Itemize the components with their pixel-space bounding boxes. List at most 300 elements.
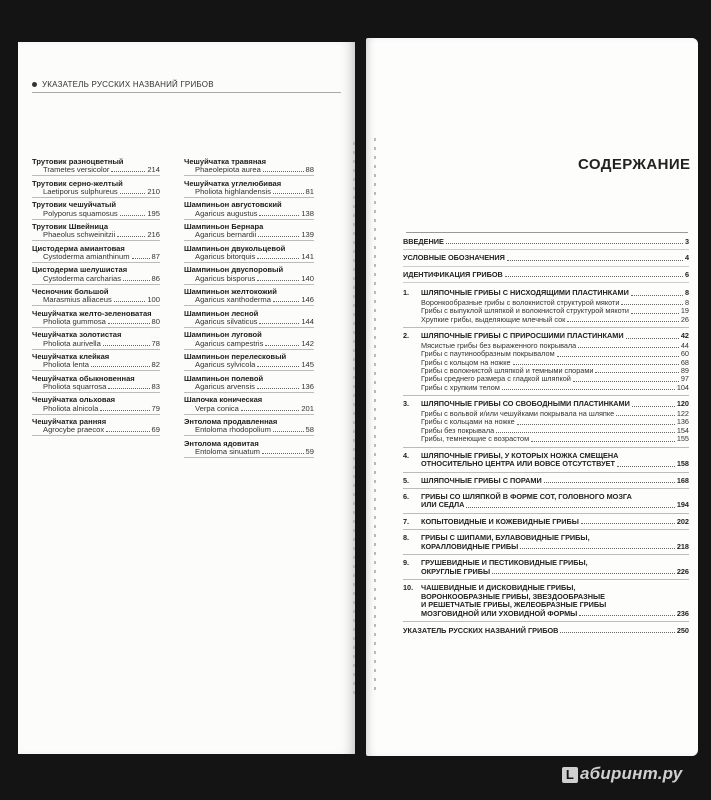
chapter-body — [421, 584, 689, 618]
entry-separator — [32, 327, 160, 328]
chapter-title-line-title: ШЛЯПОЧНЫЕ ГРИБЫ С ПОРАМИ — [421, 475, 542, 485]
russian-name: Чешуйчатка золотистая — [32, 330, 122, 340]
index-entry — [32, 201, 160, 219]
russian-name: Трутовик чешуйчатый — [32, 200, 117, 210]
chapter-body — [421, 493, 689, 510]
latin-name: Pholiota alnicola — [43, 403, 99, 413]
latin-name-row — [32, 296, 160, 304]
entry-separator — [32, 435, 160, 436]
entry-separator — [184, 435, 314, 436]
chapter-row — [403, 452, 689, 469]
page-number: 80 — [151, 316, 160, 326]
dot-leader — [241, 405, 299, 411]
toc-item-title: ИДЕНТИФИКАЦИЯ ГРИБОВ — [403, 269, 503, 279]
index-entry — [32, 158, 160, 176]
entry-separator — [32, 370, 160, 371]
index-entry — [184, 440, 314, 458]
chapter-body — [421, 452, 689, 469]
index-entry — [32, 223, 160, 241]
toc-rule — [406, 232, 688, 233]
dot-leader — [631, 313, 679, 314]
dot-leader — [505, 276, 683, 277]
chapter-title-line-page: 202 — [676, 516, 689, 526]
latin-name-row — [32, 231, 160, 239]
index-entry — [184, 375, 314, 393]
watermark-text: абиринт.ру — [580, 764, 683, 783]
chapter-row — [403, 477, 689, 485]
dot-leader — [446, 243, 683, 244]
chapter-title-line: ЧАШЕВИДНЫЕ И ДИСКОВИДНЫЕ ГРИБЫ, — [421, 583, 576, 593]
latin-name-row — [184, 166, 314, 174]
chapter-title-line-title: ОТНОСИТЕЛЬНО ЦЕНТРА ИЛИ ВОВСЕ ОТСУТСТВУЕТ — [421, 459, 615, 469]
latin-name-row — [184, 383, 314, 391]
chapter-title-line — [421, 501, 689, 509]
toc-item — [403, 237, 689, 250]
entry-separator — [184, 349, 314, 350]
page-number: 58 — [305, 425, 314, 435]
latin-name: Phaeolus schweinitzii — [43, 230, 116, 240]
russian-name: Шапочка коническая — [184, 395, 263, 405]
toc-index-item-page: 250 — [676, 625, 689, 635]
subsection-title: Грибы, темнеющие с возрастом — [421, 434, 530, 444]
latin-name: Trametes versicolor — [43, 165, 110, 175]
dot-leader — [573, 381, 679, 382]
chapter-body — [421, 518, 689, 526]
chapter-title-line — [421, 460, 689, 468]
latin-name-row — [32, 253, 160, 261]
russian-name: Шампиньон Бернара — [184, 222, 264, 232]
russian-name: Шампиньон полевой — [184, 373, 264, 383]
chapter-title-line: ГРУШЕВИДНЫЕ И ПЕСТИКОВИДНЫЕ ГРИБЫ, — [421, 558, 588, 568]
russian-name: Шампиньон двукольцевой — [184, 243, 286, 253]
index-entry — [184, 223, 314, 241]
latin-name: Agaricus campestris — [195, 338, 264, 348]
latin-name: Cystoderma carcharias — [43, 273, 122, 283]
page-number: 86 — [151, 273, 160, 283]
dot-leader — [567, 321, 679, 322]
left-page — [18, 42, 355, 754]
latin-name: Laetiporus sulphureus — [43, 186, 118, 196]
index-entry — [32, 396, 160, 414]
subsection-list — [421, 298, 689, 324]
chapter-body — [421, 332, 689, 392]
dot-leader — [103, 340, 150, 346]
chapter-title-line-title: КОПЫТОВИДНЫЕ И КОЖЕВИДНЫЕ ГРИБЫ — [421, 516, 579, 526]
entry-separator — [184, 305, 314, 306]
dot-leader — [544, 482, 675, 483]
chapter-title-line — [421, 332, 689, 340]
running-header-text: УКАЗАТЕЛЬ РУССКИХ НАЗВАНИЙ ГРИБОВ — [42, 80, 214, 89]
dot-leader — [492, 573, 675, 574]
chapter-title-line — [421, 518, 689, 526]
chapter-title-line: ГРИБЫ С ШИПАМИ, БУЛАВОВИДНЫЕ ГРИБЫ, — [421, 533, 590, 543]
dot-leader — [557, 356, 679, 357]
dot-leader — [507, 260, 683, 261]
dot-leader — [632, 406, 675, 407]
dot-leader — [631, 295, 683, 296]
entry-separator — [184, 392, 314, 393]
latin-name-row — [32, 405, 160, 413]
toc-item — [403, 253, 689, 266]
entry-separator — [184, 262, 314, 263]
latin-name: Phaeolepiota aurea — [195, 165, 261, 175]
latin-name: Pholiota squarrosa — [43, 381, 107, 391]
dot-leader — [91, 361, 150, 367]
subsection-page: 155 — [676, 434, 689, 444]
latin-name-row — [184, 318, 314, 326]
dot-leader — [259, 318, 299, 324]
chapter-title-line: ГРИБЫ СО ШЛЯПКОЙ В ФОРМЕ СОТ, ГОЛОВНОГО МОЗГА — [421, 491, 632, 501]
subsection-page: 154 — [676, 425, 689, 435]
subsection — [421, 316, 689, 324]
latin-name-row — [184, 275, 314, 283]
russian-name: Чесночник большой — [32, 287, 109, 297]
page-number: 83 — [151, 381, 160, 391]
chapter-title — [421, 559, 689, 576]
chapter-body — [421, 559, 689, 576]
dot-leader — [513, 364, 679, 365]
subsection-title: Грибы без покрывала — [421, 425, 495, 435]
dot-leader — [257, 361, 299, 367]
latin-name-row — [184, 296, 314, 304]
russian-name: Шампиньон луговой — [184, 330, 262, 340]
dot-leader — [265, 340, 299, 346]
subsection-list — [421, 409, 689, 444]
entry-separator — [32, 262, 160, 263]
russian-name: Шампиньон перелесковый — [184, 352, 287, 362]
latin-name: Agrocybe praecox — [43, 425, 105, 435]
dot-leader — [621, 304, 683, 305]
toc-chapter — [403, 329, 689, 396]
chapter-title-line-title: КОРАЛЛОВИДНЫЕ ГРИБЫ — [421, 541, 519, 551]
latin-name: Marasmius alliaceus — [43, 295, 112, 305]
index-column-2 — [184, 158, 314, 461]
chapter-title-line — [421, 610, 689, 618]
index-entry — [32, 288, 160, 306]
latin-name: Entoloma sinuatum — [195, 446, 261, 456]
toc-chapter — [403, 490, 689, 514]
toc-chapter — [403, 556, 689, 580]
latin-name-row — [184, 448, 314, 456]
page-number: 139 — [301, 230, 314, 240]
dot-leader — [581, 523, 675, 524]
chapter-number: 8. — [403, 533, 410, 543]
chapter-title-line — [421, 289, 689, 297]
chapter-title-line-page: 236 — [676, 608, 689, 618]
dot-leader — [114, 296, 146, 302]
dot-leader — [273, 296, 299, 302]
dot-leader — [496, 432, 675, 433]
index-entry — [184, 201, 314, 219]
latin-name-row — [184, 253, 314, 261]
latin-name-row — [184, 426, 314, 434]
entry-separator — [184, 240, 314, 241]
entry-separator — [32, 349, 160, 350]
page-number: 87 — [151, 251, 160, 261]
chapter-title — [421, 289, 689, 297]
toc-chapter — [403, 515, 689, 530]
latin-name-row — [184, 405, 314, 413]
latin-name: Agaricus arvensis — [195, 381, 255, 391]
binding-stitches — [374, 138, 376, 696]
russian-name: Цистодерма амиантовая — [32, 243, 125, 253]
page-number: 79 — [151, 403, 160, 413]
entry-separator — [184, 175, 314, 176]
binding-stitches — [353, 142, 355, 694]
russian-name: Шампиньон желтокожий — [184, 287, 277, 297]
entry-separator — [32, 414, 160, 415]
chapter-title — [421, 400, 689, 408]
dot-leader — [520, 548, 675, 549]
dot-leader — [100, 405, 149, 411]
toc-item-page: 4 — [684, 253, 689, 263]
chapter-number: 9. — [403, 558, 410, 568]
entry-separator — [184, 219, 314, 220]
page-number: 69 — [151, 425, 160, 435]
dot-leader — [111, 166, 145, 172]
index-entry — [184, 245, 314, 263]
dot-leader — [626, 338, 679, 339]
toc-chapter — [403, 286, 689, 328]
subsection-page: 104 — [676, 382, 689, 392]
latin-name: Agaricus sylvicola — [195, 360, 256, 370]
subsection-page: 8 — [684, 297, 689, 307]
page-number: 140 — [301, 273, 314, 283]
latin-name: Pholiota highlandensis — [195, 186, 271, 196]
page-number: 138 — [301, 208, 314, 218]
russian-name: Чешуйчатка травяная — [184, 157, 267, 166]
entry-separator — [32, 219, 160, 220]
latin-name-row — [184, 188, 314, 196]
russian-name: Трутовик разноцветный — [32, 157, 124, 166]
index-entry — [184, 396, 314, 414]
index-entry — [32, 180, 160, 198]
entry-separator — [184, 327, 314, 328]
chapter-title — [421, 332, 689, 340]
subsection-title: Грибы с волокнистой шляпкой и темными спорами — [421, 365, 594, 375]
index-column-1 — [32, 158, 160, 440]
chapter-title-line: ШЛЯПОЧНЫЕ ГРИБЫ, У КОТОРЫХ НОЖКА СМЕЩЕНА — [421, 450, 619, 460]
page-number: 142 — [301, 338, 314, 348]
dot-leader — [108, 383, 149, 389]
subsection-page: 68 — [680, 357, 689, 367]
entry-separator — [32, 240, 160, 241]
toc-chapter — [403, 449, 689, 473]
page-number: 210 — [147, 186, 160, 196]
subsection — [421, 384, 689, 392]
chapter-title — [421, 477, 689, 485]
chapter-title-line — [421, 477, 689, 485]
chapter-body — [421, 400, 689, 443]
latin-name-row — [32, 166, 160, 174]
russian-name: Чешуйчатка желто-зеленоватая — [32, 308, 152, 318]
dot-leader — [123, 275, 149, 281]
entry-separator — [184, 414, 314, 415]
dot-leader — [517, 424, 675, 425]
index-entry — [184, 310, 314, 328]
chapter-body — [421, 477, 689, 485]
entry-separator — [32, 175, 160, 176]
page-number: 216 — [147, 230, 160, 240]
index-entry — [184, 158, 314, 176]
entry-separator — [184, 284, 314, 285]
chapter-title — [421, 493, 689, 510]
latin-name-row — [32, 275, 160, 283]
index-entry — [184, 266, 314, 284]
chapter-number: 10. — [403, 583, 414, 593]
chapter-row — [403, 534, 689, 551]
entry-separator — [32, 305, 160, 306]
russian-name: Чешуйчатка ольховая — [32, 395, 116, 405]
subsection-title: Хрупкие грибы, выделяющие млечный сок — [421, 314, 566, 324]
dot-leader — [117, 231, 145, 237]
chapter-row — [403, 332, 689, 392]
bullet-icon — [32, 82, 37, 87]
index-entry — [184, 331, 314, 349]
page-number: 82 — [151, 360, 160, 370]
subsection-title: Грибы с кольцом на ножке — [421, 357, 511, 367]
latin-name-row — [32, 318, 160, 326]
toc-item — [403, 270, 689, 283]
dot-leader — [257, 275, 299, 281]
russian-name: Трутовик серно-желтый — [32, 178, 123, 188]
dot-leader — [273, 426, 304, 432]
russian-name: Цистодерма шелушистая — [32, 265, 128, 275]
latin-name-row — [184, 340, 314, 348]
index-entry — [32, 310, 160, 328]
latin-name: Polyporus squamosus — [43, 208, 118, 218]
latin-name: Pholiota gummosa — [43, 316, 106, 326]
index-entry — [32, 375, 160, 393]
latin-name-row — [32, 426, 160, 434]
entry-separator — [184, 197, 314, 198]
latin-name: Agaricus silvaticus — [195, 316, 258, 326]
chapter-number: 6. — [403, 491, 410, 501]
chapter-title-line-title: ОКРУГЛЫЕ ГРИБЫ — [421, 566, 491, 576]
chapter-number: 3. — [403, 399, 410, 409]
russian-name: Энтолома ядовитая — [184, 438, 259, 448]
subsection-title: Грибы с кольцами на ножке — [421, 417, 515, 427]
chapter-title-line — [421, 543, 689, 551]
page-number: 136 — [301, 381, 314, 391]
page-number: 81 — [305, 186, 314, 196]
subsection — [421, 435, 689, 443]
running-header — [32, 80, 214, 89]
latin-name-row — [184, 231, 314, 239]
subsection-title: Грибы с паутинообразным покрывалом — [421, 349, 555, 359]
index-entry — [32, 331, 160, 349]
index-entry — [184, 180, 314, 198]
dot-leader — [579, 615, 674, 616]
latin-name-row — [32, 340, 160, 348]
labirint-logo-icon: L — [562, 767, 578, 783]
page-number: 59 — [305, 446, 314, 456]
russian-name: Чешуйчатка ранняя — [32, 417, 107, 427]
subsection-page: 44 — [680, 340, 689, 350]
chapter-title-line-title: ШЛЯПОЧНЫЕ ГРИБЫ С ПРИРОСШИМИ ПЛАСТИНКАМИ — [421, 331, 624, 341]
page-number: 144 — [301, 316, 314, 326]
toc-chapter — [403, 531, 689, 555]
toc-item-title: УСЛОВНЫЕ ОБОЗНАЧЕНИЯ — [403, 253, 505, 263]
subsection-title: Грибы среднего размера с гладкой шляпкой — [421, 374, 571, 384]
dot-leader — [263, 166, 304, 172]
entry-separator — [32, 392, 160, 393]
subsection-page: 136 — [676, 417, 689, 427]
latin-name-row — [184, 361, 314, 369]
toc-title: СОДЕРЖАНИЕ — [578, 156, 691, 173]
latin-name: Agaricus bernardii — [195, 230, 257, 240]
latin-name-row — [32, 361, 160, 369]
dot-leader — [259, 210, 299, 216]
dot-leader — [531, 441, 675, 442]
chapter-title-line — [421, 400, 689, 408]
latin-name: Agaricus xanthoderma — [195, 295, 271, 305]
page-number: 146 — [301, 295, 314, 305]
latin-name-row — [32, 188, 160, 196]
index-entry — [32, 245, 160, 263]
subsection-page: 97 — [680, 374, 689, 384]
dot-leader — [108, 318, 150, 324]
dot-leader — [617, 466, 675, 467]
chapter-number: 1. — [403, 288, 410, 298]
dot-leader — [106, 426, 149, 432]
chapter-row — [403, 559, 689, 576]
chapter-title-line-page: 158 — [676, 459, 689, 469]
chapter-title-line-page: 120 — [676, 399, 689, 409]
page-number: 195 — [147, 208, 160, 218]
subsection-page: 26 — [680, 314, 689, 324]
entry-separator — [32, 197, 160, 198]
russian-name: Чешуйчатка обыкновенная — [32, 373, 135, 383]
subsection-title: Грибы с хрупким телом — [421, 382, 500, 392]
russian-name: Шампиньон августовский — [184, 200, 282, 210]
chapter-title-line-page: 218 — [676, 541, 689, 551]
dot-leader — [616, 415, 675, 416]
chapter-body — [421, 289, 689, 324]
toc-chapter — [403, 581, 689, 622]
page-number: 100 — [147, 295, 160, 305]
dot-leader — [502, 389, 675, 390]
toc-item-page: 6 — [684, 269, 689, 279]
page-number: 88 — [305, 165, 314, 175]
latin-name: Agaricus bisporus — [195, 273, 256, 283]
dot-leader — [273, 188, 304, 194]
page-number: 78 — [151, 338, 160, 348]
toc-chapter — [403, 397, 689, 447]
index-entry — [32, 418, 160, 436]
dot-leader — [466, 507, 674, 508]
latin-name: Entoloma rhodopolium — [195, 425, 271, 435]
dot-leader — [120, 188, 146, 194]
subsection-page: 19 — [680, 306, 689, 316]
latin-name: Verpa conica — [195, 403, 239, 413]
toc-chapter — [403, 474, 689, 489]
chapter-title-line-title: МОЗГОВИДНОЙ ИЛИ УХОВИДНОЙ ФОРМЫ — [421, 608, 578, 618]
chapter-title — [421, 518, 689, 526]
russian-name: Чешуйчатка углелюбивая — [184, 178, 282, 188]
subsection-title: Мясистые грибы без выраженного покрывала — [421, 340, 577, 350]
dot-leader — [257, 383, 299, 389]
chapter-title-line-title: ШЛЯПОЧНЫЕ ГРИБЫ СО СВОБОДНЫМИ ПЛАСТИНКАМИ — [421, 399, 630, 409]
subsection-title: Грибы с выпуклой шляпкой и волокнистой структурой мякоти — [421, 306, 629, 316]
chapter-body — [421, 534, 689, 551]
page-number: 201 — [301, 403, 314, 413]
toc-index-item — [403, 626, 689, 638]
dot-leader — [578, 347, 679, 348]
latin-name: Agaricus bitorquis — [195, 251, 256, 261]
chapter-row — [403, 400, 689, 443]
entry-separator — [32, 284, 160, 285]
